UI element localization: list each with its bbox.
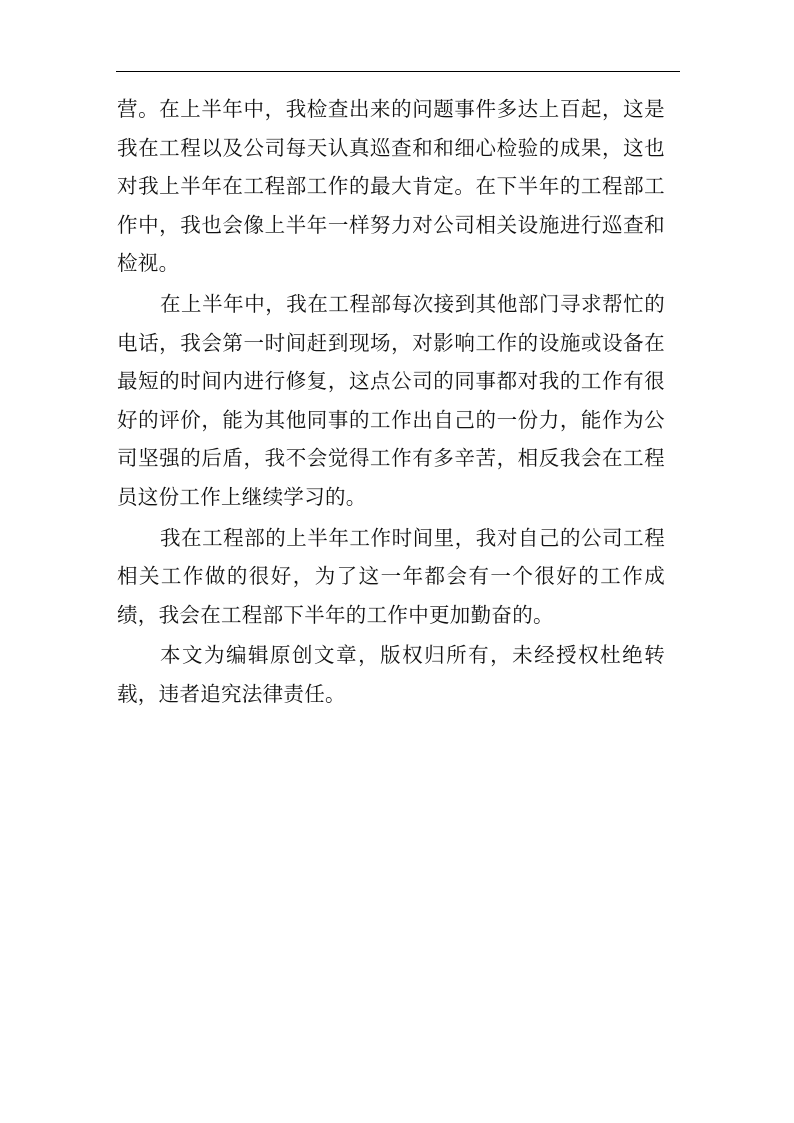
document-body (117, 90, 665, 714)
paragraph-1: 营。在上半年中，我检查出来的问题事件多达上百起，这是我在工程以及公司每天认真巡查和和细心检验的成果，这也对我上半年在工程部工作的最大肯定。在下半年的工程部工作中，我也会像上半年一样努力对公司相关设施进行巡查和检视。 (117, 97, 665, 276)
header-rule (116, 71, 680, 72)
paragraph-3: 我在工程部的上半年工作时间里，我对自己的公司工程相关工作做的很好，为了这一年都会有一个很好的工作成绩，我会在工程部下半年的工作中更加勤奋的。 (117, 525, 665, 627)
paragraph-4: 本文为编辑原创文章，版权归所有，未经授权杜绝转载，违者追究法律责任。 (117, 643, 665, 706)
paragraph-2: 在上半年中，我在工程部每次接到其他部门寻求帮忙的电话，我会第一时间赶到现场，对影响工作的设施或设备在最短的时间内进行修复，这点公司的同事都对我的工作有很好的评价，能为其他同事的工作出自己的一份力，能作为公司坚强的后盾，我不会觉得工作有多辛苦，相反我会在工程员这份工作上继续学习的。 (117, 291, 665, 509)
